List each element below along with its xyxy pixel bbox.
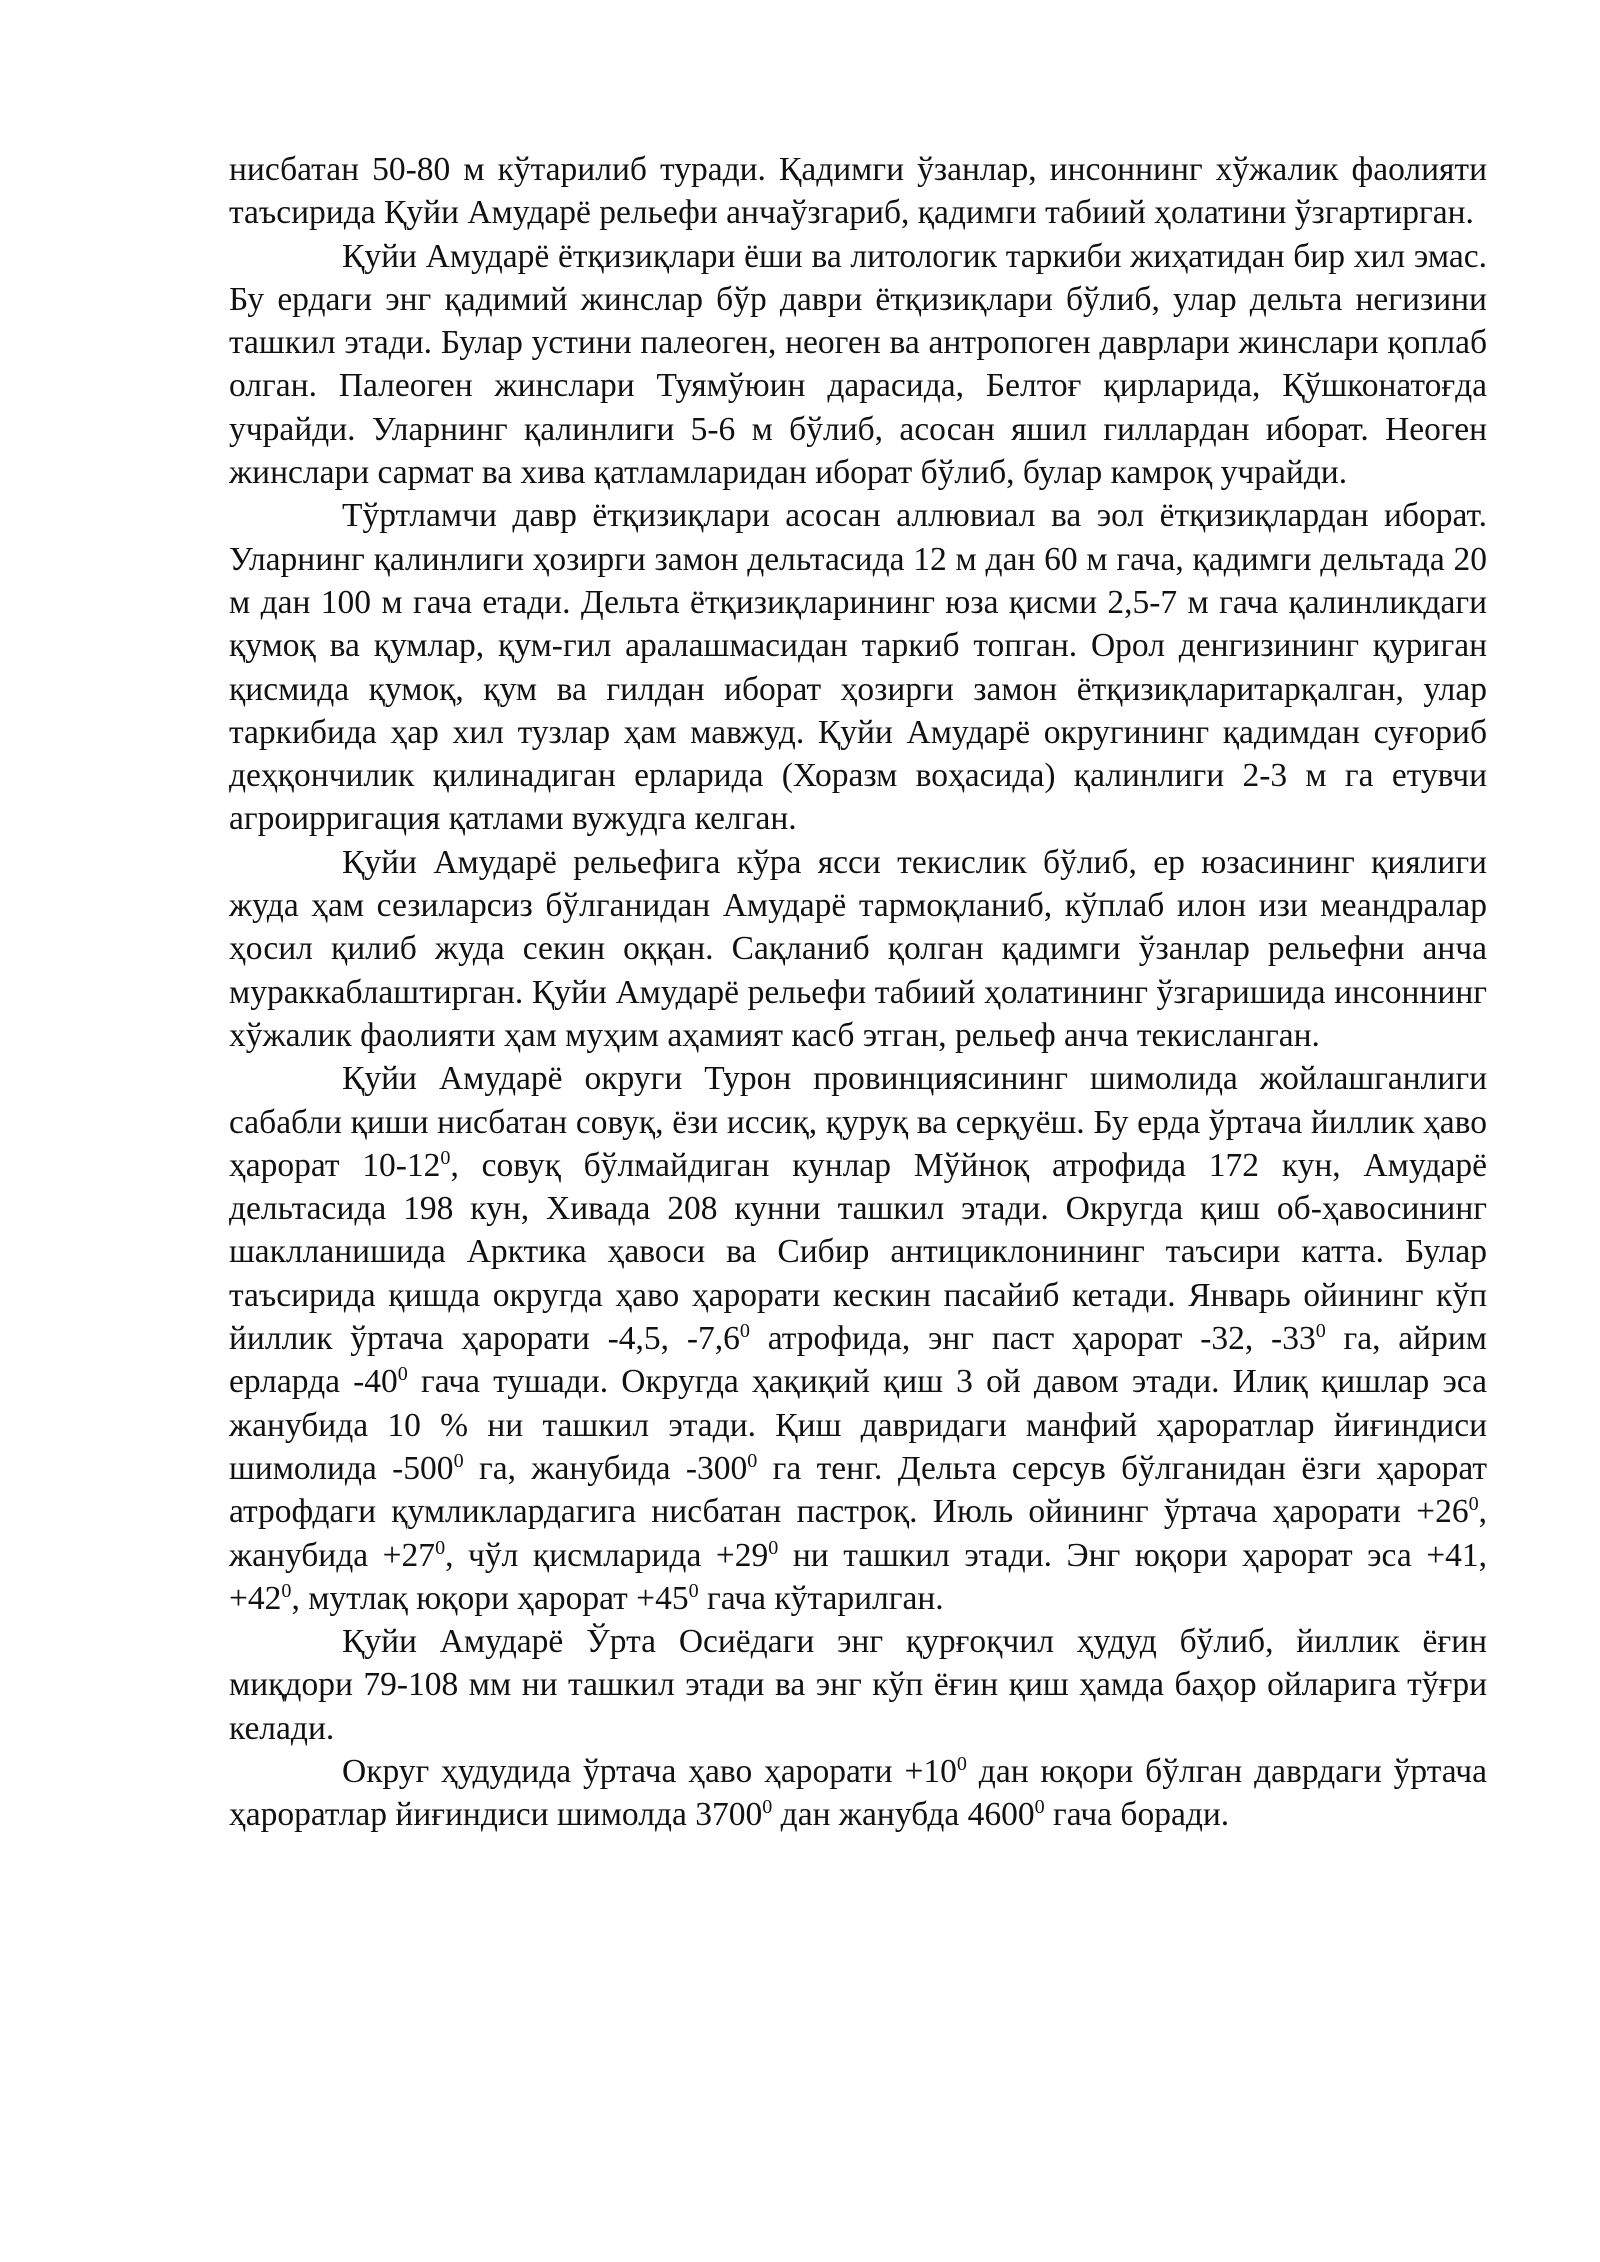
paragraph-text: , жанубида +27 xyxy=(229,1493,1487,1574)
paragraph xyxy=(229,841,1487,1057)
degree-superscript: 0 xyxy=(453,1449,464,1472)
paragraph-text: дан жанубда 4600 xyxy=(772,1796,1035,1834)
paragraph-text: Қуйи Амударё рельефига кўра ясси текислик бўлиб, ер юзасининг қиялиги жуда ҳам сезиларсиз бўлганидан Амударё тармоқланиб, кўплаб илон изи меандралар ҳосил қилиб жуда секин оққан. Сақланиб қолган қадимги ўзанлар рельефни анча мураккаблаштирган. Қуйи Амударё рельефи табиий ҳолатининг ўзгаришида инсоннинг хўжалик фаолияти ҳам муҳим аҳамият касб этган, рельеф анча текисланган. xyxy=(229,843,1487,1054)
document-page xyxy=(229,148,1487,1837)
paragraph xyxy=(229,1750,1487,1837)
paragraph xyxy=(229,1057,1487,1620)
paragraph-text: нисбатан 50-80 м кўтарилиб туради. Қадимги ўзанлар, инсоннинг хўжалик фаолияти таъсирида Қуйи Амударё рельефи анчаўзгариб, қадимги табиий ҳолатини ўзгартирган. xyxy=(229,151,1487,232)
paragraph-text: гача тушади. Округда ҳақиқий қиш 3 ой давом этади. Илиқ қишлар эса жанубида 10 % ни ташкил этади. Қиш давридаги манфий ҳароратлар йиғиндиси шимолида -500 xyxy=(229,1363,1487,1487)
paragraph-text: , совуқ бўлмайдиган кунлар Мўйноқ атрофида 172 кун, Амударё дельтасида 198 кун, Хивада 208 кунни ташкил этади. Округда қиш об-ҳавосининг шаклланишида Арктика ҳавоси ва Сибир антициклонининг таъсири катта. Булар таъсирида қишда округда ҳаво ҳарорати кескин пасайиб кетади. Январь ойининг кўп йиллик ўртача ҳарорати -4,5, -7,6 xyxy=(229,1146,1487,1358)
paragraph-text: Қуйи Амударё округи Турон провинциясининг шимолида жойлашганлиги сабабли қиши нисбатан совуқ, ёзи иссиқ, қуруқ ва серқуёш. Бу ерда ўртача йиллик ҳаво ҳарорат 10-12 xyxy=(229,1060,1487,1184)
paragraph xyxy=(229,148,1487,235)
degree-superscript: 0 xyxy=(281,1579,292,1602)
paragraph-text: дан юқори бўлган даврдаги ўртача ҳароратлар йиғиндиси шимолда 3700 xyxy=(229,1752,1487,1834)
degree-superscript: 0 xyxy=(440,1146,451,1169)
degree-superscript: 0 xyxy=(397,1363,408,1386)
paragraph-text: Қуйи Амударё ётқизиқлари ёши ва литологик таркиби жиҳатидан бир хил эмас. Бу ердаги энг қадимий жинслар бўр даври ётқизиқлари бўлиб, улар дельта негизини ташкил этади. Булар устини палеоген, неоген ва антропоген даврлари жинслари қоплаб олган. Палеоген жинслари Туямўюин дарасида, Белтоғ қирларида, Қўшконатоғда учрайди. Уларнинг қалинлиги 5-6 м бўлиб, асосан яшил гиллардан иборат. Неоген жинслари сармат ва хива қатламларидан иборат бўлиб, булар камроқ учрайди. xyxy=(229,237,1487,492)
paragraph-text: гача боради. xyxy=(1044,1796,1230,1834)
paragraph-text: гача кўтарилган. xyxy=(698,1579,944,1617)
degree-superscript: 0 xyxy=(688,1579,699,1602)
degree-superscript: 0 xyxy=(1468,1493,1479,1516)
paragraph-text: Тўртламчи давр ётқизиқлари асосан аллювиал ва эол ётқизиқлардан иборат. Уларнинг қалинлиги ҳозирги замон дельтасида 12 м дан 60 м гача, қадимги дельтада 20 м дан 100 м гача етади. Дельта ётқизиқларининг юза қисми 2,5-7 м гача қалинликдаги қумоқ ва қумлар, қум-гил аралашмасидан таркиб топган. Орол денгизининг қуриган қисмида қумоқ, қум ва гилдан иборат ҳозирги замон ётқизиқларитарқалган, улар таркибида ҳар хил тузлар ҳам мавжуд. Қуйи Амударё округининг қадимдан суғориб деҳқончилик қилинадиган ерларида (Хоразм воҳасида) қалинлиги 2-3 м га етувчи агроирригация қатлами вужудга келган. xyxy=(229,497,1487,838)
paragraph-text: ни ташкил этади. Энг юқори ҳарорат эса +41, +42 xyxy=(229,1536,1487,1617)
degree-superscript: 0 xyxy=(1034,1796,1045,1819)
degree-superscript: 0 xyxy=(739,1319,750,1342)
paragraph xyxy=(229,1620,1487,1750)
degree-superscript: 0 xyxy=(747,1449,758,1472)
degree-superscript: 0 xyxy=(768,1536,779,1559)
paragraph xyxy=(229,235,1487,495)
paragraph-text: Қуйи Амударё Ўрта Осиёдаги энг қурғоқчил ҳудуд бўлиб, йиллик ёғин миқдори 79-108 мм ни ташкил этади ва энг кўп ёғин қиш ҳамда баҳор ойларига тўғри келади. xyxy=(229,1623,1487,1747)
degree-superscript: 0 xyxy=(1315,1319,1326,1342)
paragraph-text: га, жанубида -300 xyxy=(463,1449,748,1487)
paragraph-text: атрофида, энг паст ҳарорат -32, -33 xyxy=(749,1320,1316,1358)
paragraph-text: , чўл қисмларида +29 xyxy=(445,1536,769,1574)
paragraph xyxy=(229,494,1487,840)
paragraph-text: га, айрим ерларда -40 xyxy=(229,1320,1487,1401)
degree-superscript: 0 xyxy=(435,1536,446,1559)
degree-superscript: 0 xyxy=(762,1796,773,1819)
paragraph-text: , мутлақ юқори ҳарорат +45 xyxy=(291,1579,689,1617)
degree-superscript: 0 xyxy=(956,1752,967,1775)
paragraph-text: га тенг. Дельта серсув бўлганидан ёзги ҳарорат атрофдаги қумликлардагига нисбатан пастроқ. Июль ойининг ўртача ҳарорати +26 xyxy=(229,1449,1488,1531)
paragraph-text: Округ ҳудудида ўртача ҳаво ҳарорати +10 xyxy=(342,1752,957,1790)
